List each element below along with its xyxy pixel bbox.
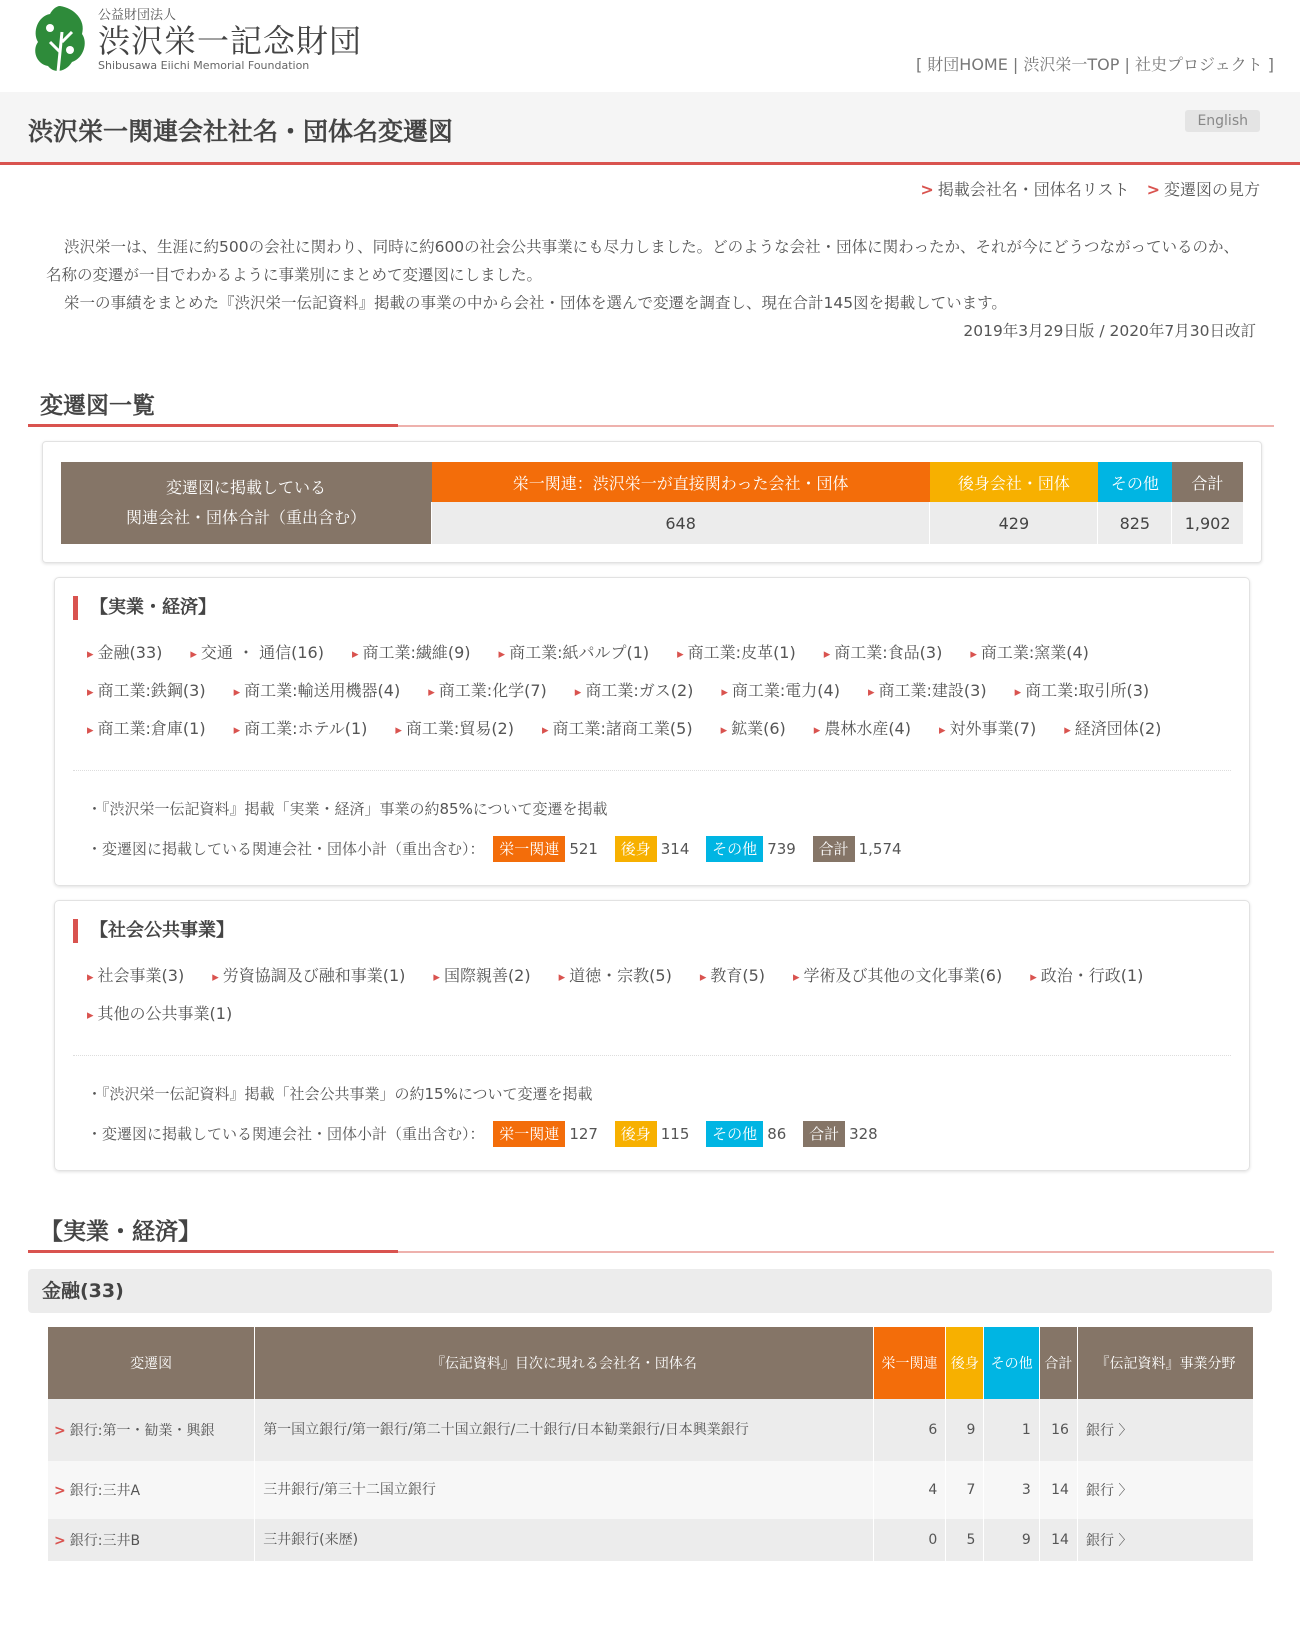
category-title: 【社会公共事業】 — [73, 919, 1231, 943]
col-eiichi: 栄一関連 — [873, 1327, 946, 1399]
category-link[interactable]: ▸ 其他の公共事業(1) — [87, 1003, 232, 1027]
intro-p2: 栄一の事績をまとめた『渋沢栄一伝記資料』掲載の事業の中から会社・団体を選んで変遷を調査し、現在合計145図を掲載しています。 — [64, 294, 1007, 312]
chart-link-cell[interactable] — [48, 1461, 255, 1519]
count-total: 14 — [1039, 1519, 1077, 1561]
category-link[interactable]: ▸ 商工業:窯業(4) — [970, 642, 1089, 666]
company-list-link[interactable]: 掲載会社名・団体名リスト — [937, 180, 1130, 199]
tag-total: 合計 — [803, 1121, 845, 1147]
count-total: 328 — [849, 1125, 878, 1143]
top-links[interactable]: [ 財団HOME | 渋沢栄一TOP | 社史プロジェクト ] — [915, 55, 1274, 74]
list-heading — [28, 379, 1274, 427]
company-names: 三井銀行(来歴) — [255, 1519, 874, 1561]
count-successor: 9 — [946, 1399, 984, 1461]
count-successor: 5 — [946, 1519, 984, 1561]
business-heading — [28, 1205, 1274, 1253]
category-link[interactable]: ▸ 商工業:紙パルプ(1) — [499, 642, 650, 666]
table-row — [48, 1399, 1254, 1461]
category-link[interactable]: ▸ 商工業:輸送用機器(4) — [234, 680, 401, 704]
chart-link-cell[interactable] — [48, 1519, 255, 1561]
category-link[interactable]: ▸ 交通 ・ 通信(16) — [190, 642, 324, 666]
tag-other: その他 — [706, 1121, 763, 1147]
table-row — [48, 1519, 1254, 1561]
english-button[interactable]: English — [1185, 110, 1260, 132]
category-link[interactable]: ▸ 社会事業(3) — [87, 965, 184, 989]
field-link[interactable]: 銀行 〉 — [1077, 1399, 1253, 1461]
chevron-right-icon: > — [920, 180, 934, 199]
leaf-logo-icon — [28, 2, 92, 76]
col-field: 『伝記資料』事業分野 — [1077, 1327, 1253, 1399]
company-names: 第一国立銀行/第一銀行/第二十国立銀行/二十銀行/日本勧業銀行/日本興業銀行 — [255, 1399, 874, 1461]
count-other: 9 — [984, 1519, 1039, 1561]
count-other: 739 — [767, 840, 796, 858]
col-companies: 『伝記資料』目次に現れる会社名・団体名 — [255, 1327, 874, 1399]
category-title: 【実業・経済】 — [73, 596, 1231, 620]
summary-label — [61, 462, 432, 544]
count-label: ・変遷図に掲載している関連会社・団体小計（重出含む）： — [87, 1125, 485, 1143]
count-successor: 7 — [946, 1461, 984, 1519]
chevron-right-icon: > — [54, 1533, 66, 1549]
category-counts — [87, 1114, 1231, 1154]
chart-link[interactable]: 銀行:三井B — [69, 1533, 141, 1549]
category-link[interactable]: ▸ 商工業:皮革(1) — [677, 642, 796, 666]
value-other: 825 — [1098, 502, 1172, 544]
count-eiichi: 6 — [873, 1399, 946, 1461]
foundation-logo[interactable] — [28, 2, 362, 76]
table-row — [48, 1461, 1254, 1519]
tag-eiichi: 栄一関連 — [493, 1121, 565, 1147]
business-heading-text: 【実業・経済】 — [40, 1219, 201, 1245]
count-other: 1 — [984, 1399, 1039, 1461]
category-link[interactable]: ▸ 商工業:倉庫(1) — [87, 718, 206, 742]
category-link[interactable]: ▸ 商工業:取引所(3) — [1015, 680, 1150, 704]
summary-box — [42, 441, 1262, 563]
field-link[interactable]: 銀行 〉 — [1077, 1461, 1253, 1519]
summary-label-line1: 変遷図に掲載している — [165, 478, 326, 497]
tag-eiichi: 栄一関連 — [493, 836, 565, 862]
company-names: 三井銀行/第三十二国立銀行 — [255, 1461, 874, 1519]
value-successor: 429 — [930, 502, 1098, 544]
category-link[interactable]: ▸ 経済団体(2) — [1064, 718, 1161, 742]
sub-links — [0, 165, 1300, 207]
category-link[interactable]: ▸ 農林水産(4) — [814, 718, 911, 742]
count-other: 3 — [984, 1461, 1039, 1519]
category-link[interactable]: ▸ 商工業:鉄鋼(3) — [87, 680, 206, 704]
revision-date: 2019年3月29日版 / 2020年7月30日改訂 — [963, 322, 1256, 340]
count-eiichi: 4 — [873, 1461, 946, 1519]
chevron-right-icon: > — [54, 1423, 66, 1439]
org-name: 渋沢栄一記念財団 — [98, 22, 363, 60]
page-title: 渋沢栄一関連会社社名・団体名変遷図 — [28, 117, 454, 146]
count-successor: 115 — [660, 1125, 690, 1143]
count-eiichi: 521 — [569, 840, 598, 858]
category-link[interactable]: ▸ 国際親善(2) — [433, 965, 530, 989]
howto-link[interactable]: 変遷図の見方 — [1163, 180, 1260, 199]
count-total: 14 — [1039, 1461, 1077, 1519]
col-total: 合計 — [1039, 1327, 1077, 1399]
intro-text — [0, 207, 1300, 345]
category-link[interactable]: ▸ 労資協調及び融和事業(1) — [212, 965, 405, 989]
col-other: その他 — [984, 1327, 1039, 1399]
tag-other: その他 — [706, 836, 763, 862]
category-links — [73, 965, 1231, 1041]
intro-p1: 渋沢栄一は、生涯に約500の会社に関わり、同時に約600の社会公共事業にも尽力しました。どのような会社・団体に関わったか、それが今にどうつながっているのか、名称の変遷が一目でわかるように事業別にまとめて変遷図にしました。 — [46, 238, 1240, 284]
title-bar — [0, 92, 1300, 165]
header-successor: 後身会社・団体 — [930, 462, 1098, 502]
count-successor: 314 — [660, 840, 690, 858]
category-link[interactable]: ▸ 対外事業(7) — [939, 718, 1036, 742]
count-eiichi: 0 — [873, 1519, 946, 1561]
finance-table — [48, 1327, 1254, 1561]
count-label: ・変遷図に掲載している関連会社・団体小計（重出含む）： — [87, 840, 485, 858]
category-link[interactable]: ▸ 商工業:ホテル(1) — [234, 718, 368, 742]
category-footer — [73, 1055, 1231, 1160]
header-other: その他 — [1098, 462, 1172, 502]
summary-label-line2: 関連会社・団体合計（重出含む） — [125, 508, 366, 527]
category-note: ・『渋沢栄一伝記資料』掲載「社会公共事業」の約15%について変遷を掲載 — [87, 1085, 593, 1103]
category-link[interactable]: ▸ 商工業:電力(4) — [721, 680, 840, 704]
category-link[interactable]: ▸ 商工業:建設(3) — [868, 680, 987, 704]
category-footer — [73, 770, 1231, 875]
field-link[interactable]: 銀行 〉 — [1077, 1519, 1253, 1561]
category-link[interactable]: ▸ 商工業:貿易(2) — [395, 718, 514, 742]
count-eiichi: 127 — [569, 1125, 598, 1143]
category-note: ・『渋沢栄一伝記資料』掲載「実業・経済」事業の約85%について変遷を掲載 — [87, 800, 608, 818]
category-link[interactable]: ▸ 商工業:化学(7) — [428, 680, 547, 704]
chart-link[interactable]: 銀行:第一・勧業・興銀 — [69, 1423, 215, 1439]
count-total: 1,574 — [858, 840, 902, 858]
finance-heading: 金融(33) — [28, 1269, 1272, 1313]
category-link[interactable]: ▸ 学術及び其他の文化事業(6) — [793, 965, 1002, 989]
chevron-right-icon: > — [54, 1483, 66, 1499]
summary-table — [61, 462, 1243, 544]
category-link[interactable]: ▸ 金融(33) — [87, 642, 162, 666]
header-eiichi: 栄一関連：渋沢栄一が直接関わった会社・団体 — [432, 462, 930, 502]
chart-link[interactable]: 銀行:三井A — [69, 1483, 141, 1499]
col-chart: 変遷図 — [48, 1327, 255, 1399]
category-social — [54, 900, 1250, 1171]
chart-link-cell[interactable] — [48, 1399, 255, 1461]
category-links — [73, 642, 1231, 756]
site-header — [0, 0, 1300, 92]
org-name-en: Shibusawa Eiichi Memorial Foundation — [98, 59, 310, 72]
category-link[interactable]: ▸ 商工業:繊維(9) — [352, 642, 471, 666]
category-link[interactable]: ▸ 政治・行政(1) — [1030, 965, 1143, 989]
chevron-right-icon: > — [1146, 180, 1160, 199]
count-total: 16 — [1039, 1399, 1077, 1461]
tag-successor: 後身 — [615, 1121, 657, 1147]
tag-total: 合計 — [813, 836, 855, 862]
category-link[interactable]: ▸ 教育(5) — [700, 965, 765, 989]
value-total: 1,902 — [1172, 502, 1243, 544]
category-link[interactable]: ▸ 商工業:食品(3) — [824, 642, 943, 666]
list-heading-text: 変遷図一覧 — [40, 393, 155, 419]
category-business — [54, 577, 1250, 886]
category-link[interactable]: ▸ 道徳・宗教(5) — [559, 965, 672, 989]
count-other: 86 — [767, 1125, 787, 1143]
category-counts — [87, 829, 1231, 869]
tag-successor: 後身 — [615, 836, 657, 862]
category-link[interactable]: ▸ 商工業:ガス(2) — [575, 680, 694, 704]
col-successor: 後身 — [946, 1327, 984, 1399]
org-type: 公益財団法人 — [98, 8, 177, 23]
category-link[interactable]: ▸ 鉱業(6) — [721, 718, 786, 742]
category-link[interactable]: ▸ 商工業:諸商工業(5) — [542, 718, 693, 742]
value-eiichi: 648 — [432, 502, 930, 544]
header-total: 合計 — [1172, 462, 1243, 502]
